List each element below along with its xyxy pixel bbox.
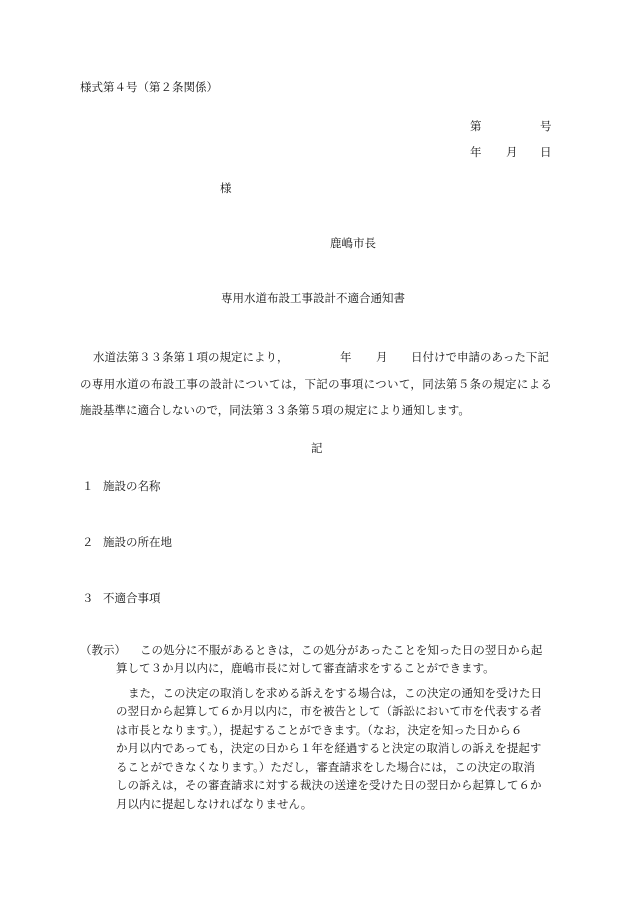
body-line-1-part-1: 水道法第３３条第１項の規定により， xyxy=(93,350,289,364)
notice-label: （教示） xyxy=(80,643,126,657)
body-line-1-month: 月 xyxy=(376,350,388,364)
notice-line: しの訴えは，その審査請求に対する裁決の送達を受けた日の翌日から起算して６か xyxy=(116,778,542,792)
item-number: ３ xyxy=(82,591,94,605)
body-line-2: の専用水道の布設工事の設計については，下記の事項について，同法第５条の規定による xyxy=(80,377,552,391)
item-number: １ xyxy=(82,479,94,493)
doc-number-prefix: 第 xyxy=(470,119,482,133)
date-month: 月 xyxy=(506,145,518,159)
body-line-1-part-2: 日付けで申請のあった下記 xyxy=(411,350,549,364)
notice-line: また，この決定の取消しを求める訴えをする場合は，この決定の通知を受けた日 xyxy=(128,686,542,700)
item-number: ２ xyxy=(82,535,94,549)
notice-line: か月以内であっても，決定の日から１年を経過すると決定の取消しの訴えを提起す xyxy=(116,741,542,755)
document-title: 専用水道布設工事設計不適合通知書 xyxy=(221,291,405,305)
form-number: 様式第４号（第２条関係） xyxy=(80,80,218,94)
item-label: 施設の所在地 xyxy=(103,535,172,549)
date-day: 日 xyxy=(540,145,552,159)
body-line-1-year: 年 xyxy=(340,350,352,364)
body-line-3: 施設基準に適合しないので，同法第３３条第５項の規定により通知します。 xyxy=(80,403,470,417)
notice-line: この処分に不服があるときは，この処分があったことを知った日の翌日から起 xyxy=(140,643,543,657)
notice-line: は市長となります。），提起することができます。（なお，決定を知った日から６ xyxy=(116,723,523,737)
item-label: 不適合事項 xyxy=(103,591,161,605)
notice-line: 算して３か月以内に，鹿嶋市長に対して審査請求をすることができます。 xyxy=(116,661,495,675)
date-year: 年 xyxy=(470,145,482,159)
sender-name: 鹿嶋市長 xyxy=(330,236,376,250)
notice-line: 月以内に提起しなければなりません。 xyxy=(116,797,313,811)
doc-number-suffix: 号 xyxy=(540,119,552,133)
notice-line: の翌日から起算して６か月以内に，市を被告として（訴訟において市を代表する者 xyxy=(116,704,542,718)
notice-line: ることができなくなります。）ただし，審査請求をした場合には，この決定の取消 xyxy=(116,760,535,774)
item-label: 施設の名称 xyxy=(103,479,161,493)
ki-heading: 記 xyxy=(311,441,323,455)
recipient-suffix: 様 xyxy=(220,181,232,195)
